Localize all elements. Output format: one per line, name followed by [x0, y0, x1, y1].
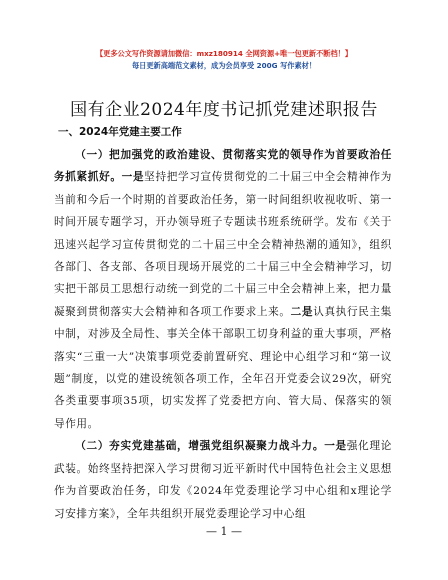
subsection-heading-2: （二）夯实党建基础，增强党组织凝聚力战斗力。	[75, 440, 325, 453]
lead-marker: 二是	[290, 305, 314, 318]
lead-marker: 一是	[324, 440, 347, 453]
promo-banner-line2: 每日更新高端范文素材，成为会员享受 200G 写作素材！	[131, 61, 317, 70]
paragraph-text: 坚持把学习宣传贯彻党的二十届三中全会精神作为当前和今后一个时期的首要政治任务，第一时间组织收视收听、第一时间开展专题学习，开办领导班子专题读书班系统研学。发布《关于迅速兴起学习宣传贯彻党的二十届三中全会精神热潮的通知》，组织各部门、各支部、各项目现场开展党的二十届三中全会精神学习，切实把干部员工思想行动统一到党的二十届三中全会精神上来，把力量凝聚到贯彻落实大会精神和各项工作要求上来。	[54, 171, 393, 318]
subsection-heading-1: （一）把加强党的政治建设、贯彻落实党的领导作为首要政治任务抓紧抓好。	[54, 149, 392, 184]
paragraph-text: 强化理论武装。始终坚持把深入学习贯彻习近平新时代中国特色社会主义思想作为首要政治任务，印发《2024年党委理论学习中心组和x理论学习安排方案》，全年共组织开展党委理论学习中心组	[54, 440, 392, 520]
promo-banner-line1: 【更多公文写作资源请加微信：mxz180914 全网资源+唯一包更新不断档！】	[95, 49, 353, 58]
document-body	[54, 144, 392, 525]
paragraph-1	[54, 144, 392, 435]
paragraph-2	[54, 435, 392, 525]
paragraph-text: 认真执行民主集中制，对涉及全局性、事关全体干部职工切身利益的重大事项，严格落实“三重一大”决策事项党委前置研究、理论中心组学习和“第一议题”制度，以党的建设统领各项工作，全年召开党委会议29次，研究各类重要事项35项，切实发挥了党委把方向、管大局、保落实的领导作用。	[54, 305, 392, 430]
document-title: 国有企业2024年度书记抓党建述职报告	[70, 100, 378, 120]
lead-marker: 一是	[121, 171, 145, 184]
section-heading: 一、2024年党建主要工作	[58, 126, 182, 138]
page-number: — 1 —	[206, 525, 242, 538]
